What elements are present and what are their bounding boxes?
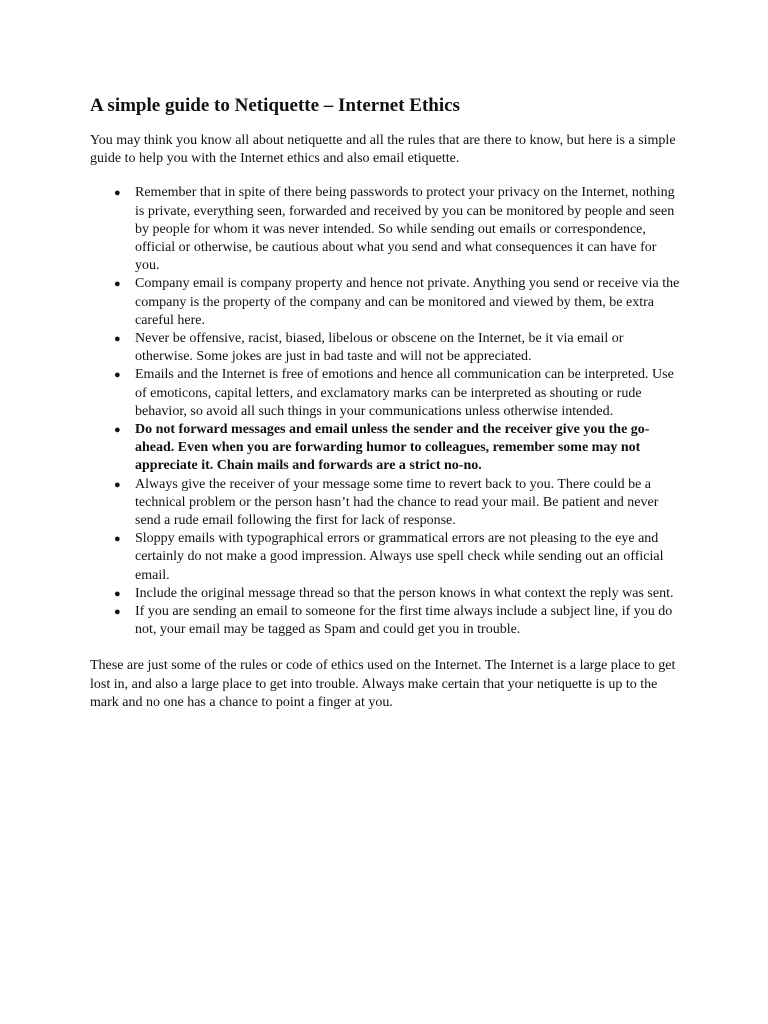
list-item-text: If you are sending an email to someone for the first time always include a subject line, if you do not, your email may be tagged as Spam and could get you in trouble. <box>135 604 673 638</box>
list-item <box>114 603 682 639</box>
bullet-icon: ● <box>114 587 121 600</box>
list-item-text: Always give the receiver of your message some time to revert back to you. There could be a technical problem or the person hasn’t had the chance to read your mail. Be patient and never send a rude email following the first for lack of response. <box>135 476 659 529</box>
list-item <box>114 366 682 421</box>
bullet-icon: ● <box>114 533 121 546</box>
list-item <box>114 530 682 585</box>
closing-paragraph: These are just some of the rules or code of ethics used on the Internet. The Internet is a large place to get lost in, and also a large place to get into trouble. Always make certain that your netiquette is up to the mark and no one has a chance to point a finger at you. <box>90 658 676 710</box>
list-item-text: Sloppy emails with typographical errors or grammatical errors are not pleasing to the eye and certainly do not make a good impression. Always use spell check while sending out an official email. <box>135 531 664 583</box>
list-item <box>114 585 682 603</box>
list-item-emphasized <box>114 421 682 476</box>
list-item-text: Never be offensive, racist, biased, libelous or obscene on the Internet, be it via email or otherwise. Some jokes are just in bad taste and will not be appreciated. <box>135 331 624 365</box>
list-item-text: Include the original message thread so that the person knows in what context the reply was sent. <box>135 585 674 601</box>
list-item <box>114 275 682 330</box>
bullet-icon: ● <box>114 278 121 291</box>
bullet-icon: ● <box>114 333 121 346</box>
bullet-icon: ● <box>114 369 121 382</box>
bullet-icon: ● <box>114 424 121 437</box>
document-title: A simple guide to Netiquette – Internet Ethics <box>90 95 460 116</box>
bullet-icon: ● <box>114 606 121 619</box>
list-item-text: Company email is company property and hence not private. Anything you send or receive via the company is the property of the company and can be monitored and viewed by them, be extra careful here. <box>135 276 680 328</box>
guideline-list <box>90 184 682 639</box>
list-item <box>114 330 682 366</box>
bullet-icon: ● <box>114 187 121 200</box>
intro-paragraph: You may think you know all about netiquette and all the rules that are there to know, but here is a simple guide to help you with the Internet ethics and also email etiquette. <box>90 133 676 167</box>
list-item-text: Remember that in spite of there being passwords to protect your privacy on the Internet, nothing is private, everything seen, forwarded and received by you can be monitored by people and seen by people for whom it was never intended. So while sending out emails or correspondence, official or otherwise, be cautious about what you send and what consequences it can have for you. <box>135 185 675 274</box>
bullet-icon: ● <box>114 478 121 491</box>
document-page <box>90 95 682 712</box>
list-item <box>114 476 682 531</box>
list-item <box>114 184 682 275</box>
list-item-text: Do not forward messages and email unless the sender and the receiver give you the go-ahead. Even when you are forwarding humor to colleagues, remember some may not appreciate it. Chain mails and forwards are a strict no-no. <box>135 422 650 474</box>
list-item-text: Emails and the Internet is free of emotions and hence all communication can be interpreted. Use of emoticons, capital letters, and exclamatory marks can be interpreted as shouting or rude behavior, so avoid all such things in your communications unless otherwise intended. <box>135 367 674 419</box>
